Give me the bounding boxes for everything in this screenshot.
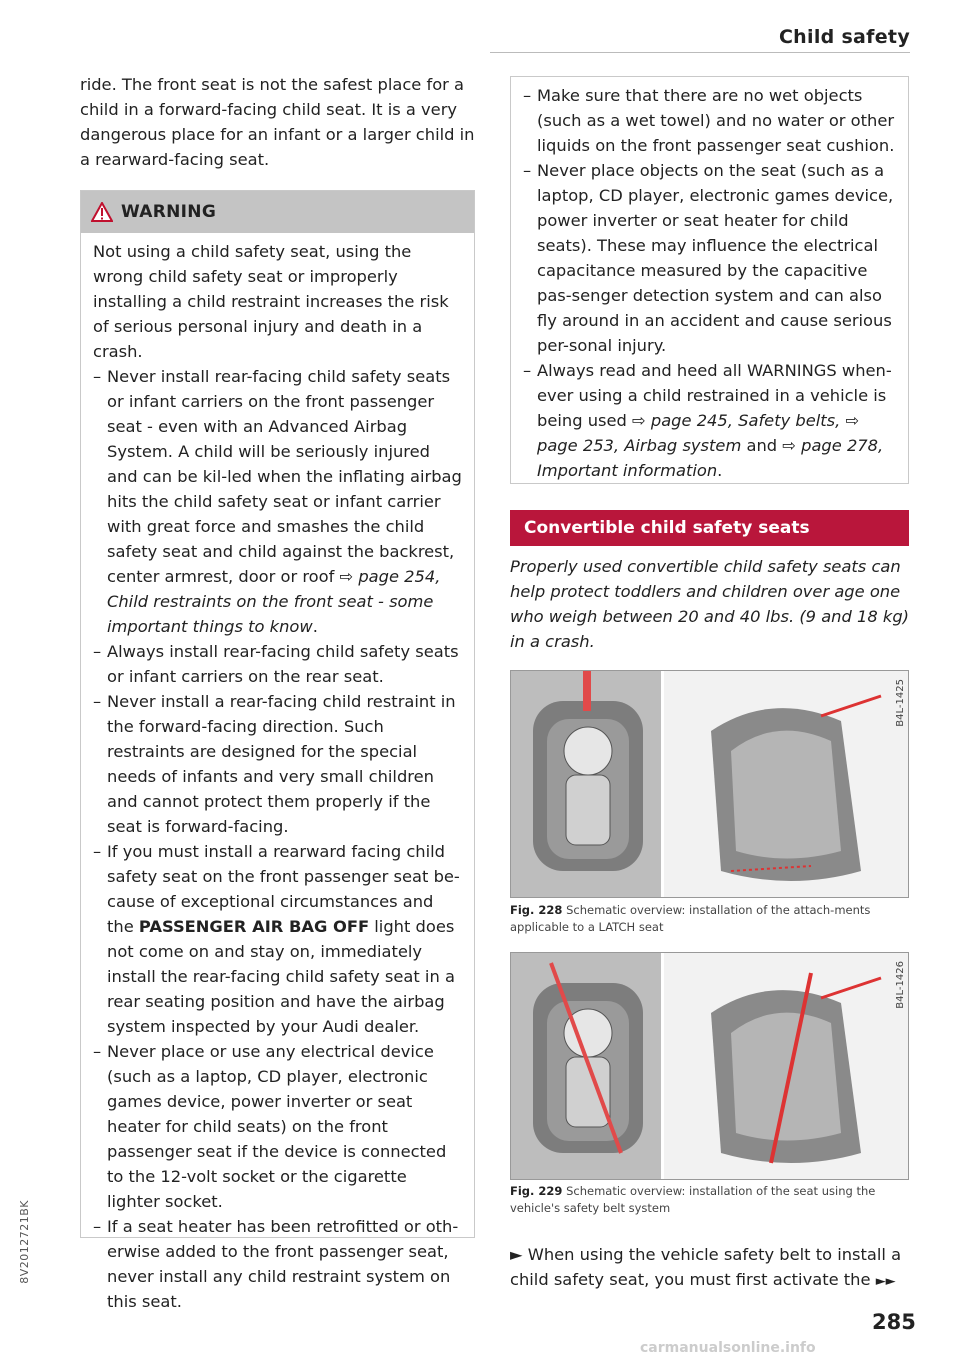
list-item: – If you must install a rearward facing child safety seat on the front passenger seat be-cause of exceptional circumstances and the PASSENGER AIR BAG OFF light does not come on and stay on, immediately install the rear-facing child safety seat in a rear seating position and have the airbag system inspected by your Audi dealer. [93, 839, 464, 1039]
page-reference-link[interactable]: ⇨ page 254, Child restraints on the front seat - some important things to know [107, 567, 441, 636]
warning-triangle-icon [91, 202, 113, 222]
continue-arrow-icon: ►► [875, 1274, 896, 1289]
triangle-bullet-icon: ► [510, 1245, 523, 1264]
warning-continued-box [510, 76, 909, 484]
warning-header [81, 191, 474, 233]
list-item: – Never install a rear-facing child restraint in the forward-facing direction. Such restraints are designed for the special needs of infants and very small children and cannot protect them properly if the seat is forward-facing. [93, 689, 464, 839]
section-banner: Convertible child safety seats [510, 510, 909, 546]
warning-title: WARNING [121, 202, 217, 222]
list-item: – Always read and heed all WARNINGS when-ever using a child restrained in a vehicle is being used ⇨ page 245, Safety belts, ⇨ page 253, Airbag system and ⇨ page 278, Important information. [523, 358, 896, 483]
child-seat-belt-illustration [511, 953, 908, 1179]
watermark: carmanualsonline.info [640, 1340, 816, 1356]
document-code: 8V2012721BK [18, 1200, 31, 1284]
list-item: – Never place or use any electrical device (such as a laptop, CD player, electronic games device, power inverter or seat heater for child seats) on the front passenger seat if the device is connected to the 12-volt socket or the cigarette lighter socket. [93, 1039, 464, 1214]
page-reference-link[interactable]: ⇨ page 278, Important information [537, 436, 884, 480]
list-item: – Never install rear-facing child safety seats or infant carriers on the front passenger seat - even with an Advanced Airbag System. A child will be seriously injured and can be kil-led when the inflating airbag hits the child safety seat or infant carrier with great force and smashes the child safety seat and child against the backrest, center armrest, door or roof ⇨ page 254, Child restraints on the front seat - some important things to know. [93, 364, 464, 639]
list-item: – If a seat heater has been retrofitted or oth-erwise added to the front passenger seat, never install any child restraint system on this seat. [93, 1214, 464, 1314]
warning-continued-list [523, 83, 896, 483]
section-title: Child safety [778, 26, 910, 48]
figure-228-image [510, 670, 909, 898]
figure-code: B4L-1425 [895, 679, 906, 727]
header-rule [490, 52, 910, 53]
instruction-paragraph: ► When using the vehicle safety belt to install a child safety seat, you must first activate the ►► [510, 1245, 902, 1289]
figure-code: B4L-1426 [895, 961, 906, 1009]
child-seat-latch-illustration [511, 671, 908, 897]
list-item: – Make sure that there are no wet objects (such as a wet towel) and no water or other liquids on the front passenger seat cushion. [523, 83, 896, 158]
intro-paragraph: ride. The front seat is not the safest place for a child in a forward-facing child seat. It is a very dangerous place for an infant or a larger child in a rearward-facing seat. [80, 75, 475, 169]
warning-list [93, 364, 464, 1314]
figure-229-caption: Fig. 229 Schematic overview: installation of the seat using the vehicle's safety belt system [510, 1184, 876, 1215]
section-intro: Properly used convertible child safety seats can help protect toddlers and children over age one who weigh between 20 and 40 lbs. (9 and 18 kg) in a crash. [510, 557, 910, 651]
page-number: 285 [872, 1310, 916, 1334]
list-item: – Always install rear-facing child safety seats or infant carriers on the rear seat. [93, 639, 464, 689]
page-reference-link[interactable]: ⇨ page 245, Safety belts, [632, 411, 841, 430]
indicator-label: PASSENGER AIR BAG OFF [138, 917, 370, 936]
figure-229-image [510, 952, 909, 1180]
list-item: – Never place objects on the seat (such as a laptop, CD player, electronic games device, power inverter or seat heater for child seats). These may influence the electrical capacitance measured by the capacitive pas-senger detection system and can also fly around in an accident and cause serious per-sonal injury. [523, 158, 896, 358]
figure-228-caption: Fig. 228 Schematic overview: installation of the attach-ments applicable to a LATCH seat [510, 903, 871, 934]
warning-box [80, 190, 475, 1311]
warning-body: Not using a child safety seat, using the wrong child safety seat or improperly installing a child restraint increases the risk of serious personal injury and death in a crash. [93, 242, 449, 361]
page-reference-link[interactable]: ⇨ page 253, Airbag system [537, 411, 860, 455]
